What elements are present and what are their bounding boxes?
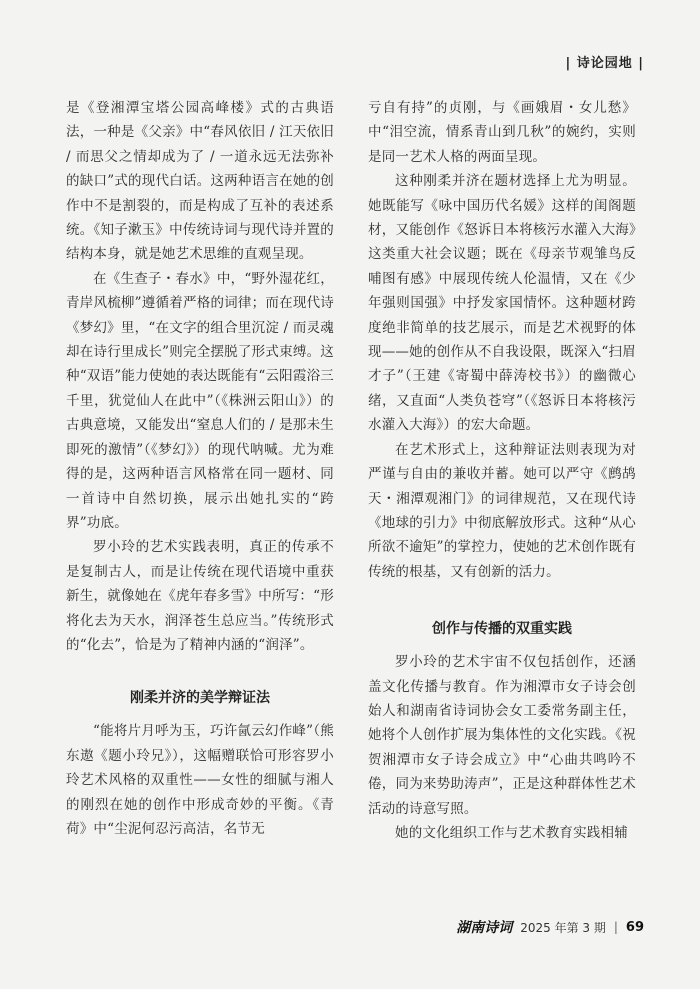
issue-label: 2025 年第 3 期 xyxy=(520,920,606,935)
paragraph: 是《登湘潭宝塔公园高峰楼》式的古典语法，一种是《父亲》中“春风依旧 / 江天依旧 / 而思父之情却成为了 / 一道永远无法弥补的缺口”式的现代白话。这两种语言在她的创作中不是割裂的，而是构成了互补的表述系统。《知子漱玉》中传统诗词与现代诗并置的结构本身，就是她艺术思维的直观呈现。 xyxy=(66,100,334,263)
page-footer xyxy=(456,917,644,937)
magazine-logo: 湖南诗词 xyxy=(456,920,513,936)
section-heading: 创作与传播的双重实践 xyxy=(432,621,572,638)
section-tag: | 诗论园地 | xyxy=(565,56,644,71)
paragraph: 亏自有持”的贞刚，与《画娥眉・女儿愁》中“泪空流，情系青山到几秋”的婉约，实则是同一艺术人格的两面呈现。 xyxy=(368,100,636,165)
section-heading: 刚柔并济的美学辩证法 xyxy=(130,690,270,707)
left-column xyxy=(66,96,334,841)
footer-separator: | xyxy=(613,920,618,934)
page-number: 69 xyxy=(625,919,644,935)
paragraph: 在《生查子・春水》中，“野外湿花红，青岸风梳柳”遵循着严格的词律；而在现代诗《梦幻》里，“在文字的组合里沉淀 / 而灵魂却在诗行里成长”则完全摆脱了形式束缚。这种“双语”能力使她的表达既能有“云阳霞浴三千里，犹觉仙人在此中”（《株洲云阳山》）的古典意境，又能发出“窒息人们的 / 是那未生即死的激情”（《梦幻》）的现代呐喊。尤为难得的是，这两种语言风格常在同一题材、同一首诗中自然切换，展示出她扎实的“跨界”功底。 xyxy=(66,270,334,531)
paragraph: “能将片月呼为玉，巧许氤云幻作峰”（熊东遨《题小玲兄》），这幅赠联恰可形容罗小玲艺术风格的双重性——女性的细腻与湘人的刚烈在她的创作中形成奇妙的平衡。《青荷》中“尘泥何忍污高洁，名节无 xyxy=(66,723,334,837)
paragraph: 罗小玲的艺术实践表明，真正的传承不是复制古人，而是让传统在现代语境中重获新生，就像她在《虎年春多雪》中所写：“形将化去为天水，润泽苍生总应当。”传统形式的“化去”，恰是为了精神内涵的“润泽”。 xyxy=(66,539,334,653)
paragraph: 她的文化组织工作与艺术教育实践相辅 xyxy=(395,824,628,841)
paragraph: 罗小玲的艺术宇宙不仅包括创作，还涵盖文化传播与教育。作为湘潭市女子诗会创始人和湖南省诗词协会女工委常务副主任，她将个人创作扩展为集体性的文化实践。《祝贺湘潭市女子诗会成立》中“心曲共鸣吟不倦，同为来势助涛声”，正是这种群体性艺术活动的诗意写照。 xyxy=(368,654,636,817)
right-column xyxy=(368,96,636,845)
paragraph: 这种刚柔并济在题材选择上尤为明显。她既能写《咏中国历代名媛》这样的闺阁题材，又能创作《怒诉日本将核污水灌入大海》这类重大社会议题；既在《母亲节观雏鸟反哺图有感》中展现传统人伦温情，又在《少年强则国强》中抒发家国情怀。这种题材跨度绝非简单的技艺展示，而是艺术视野的体现——她的创作从不自我设限，既深入“扫眉才子”（王建《寄蜀中薛涛校书》）的幽微心绪，又直面“人类负苍穹”（《怒诉日本将核污水灌入大海》）的宏大命题。 xyxy=(368,173,636,434)
paragraph: 在艺术形式上，这种辩证法则表现为对严谨与自由的兼收并蓄。她可以严守《鹧鸪天・湘潭观湘门》的词律规范，又在现代诗《地球的引力》中彻底解放形式。这种“从心所欲不逾矩”的掌控力，使她的艺术创作既有传统的根基，又有创新的活力。 xyxy=(368,441,636,580)
